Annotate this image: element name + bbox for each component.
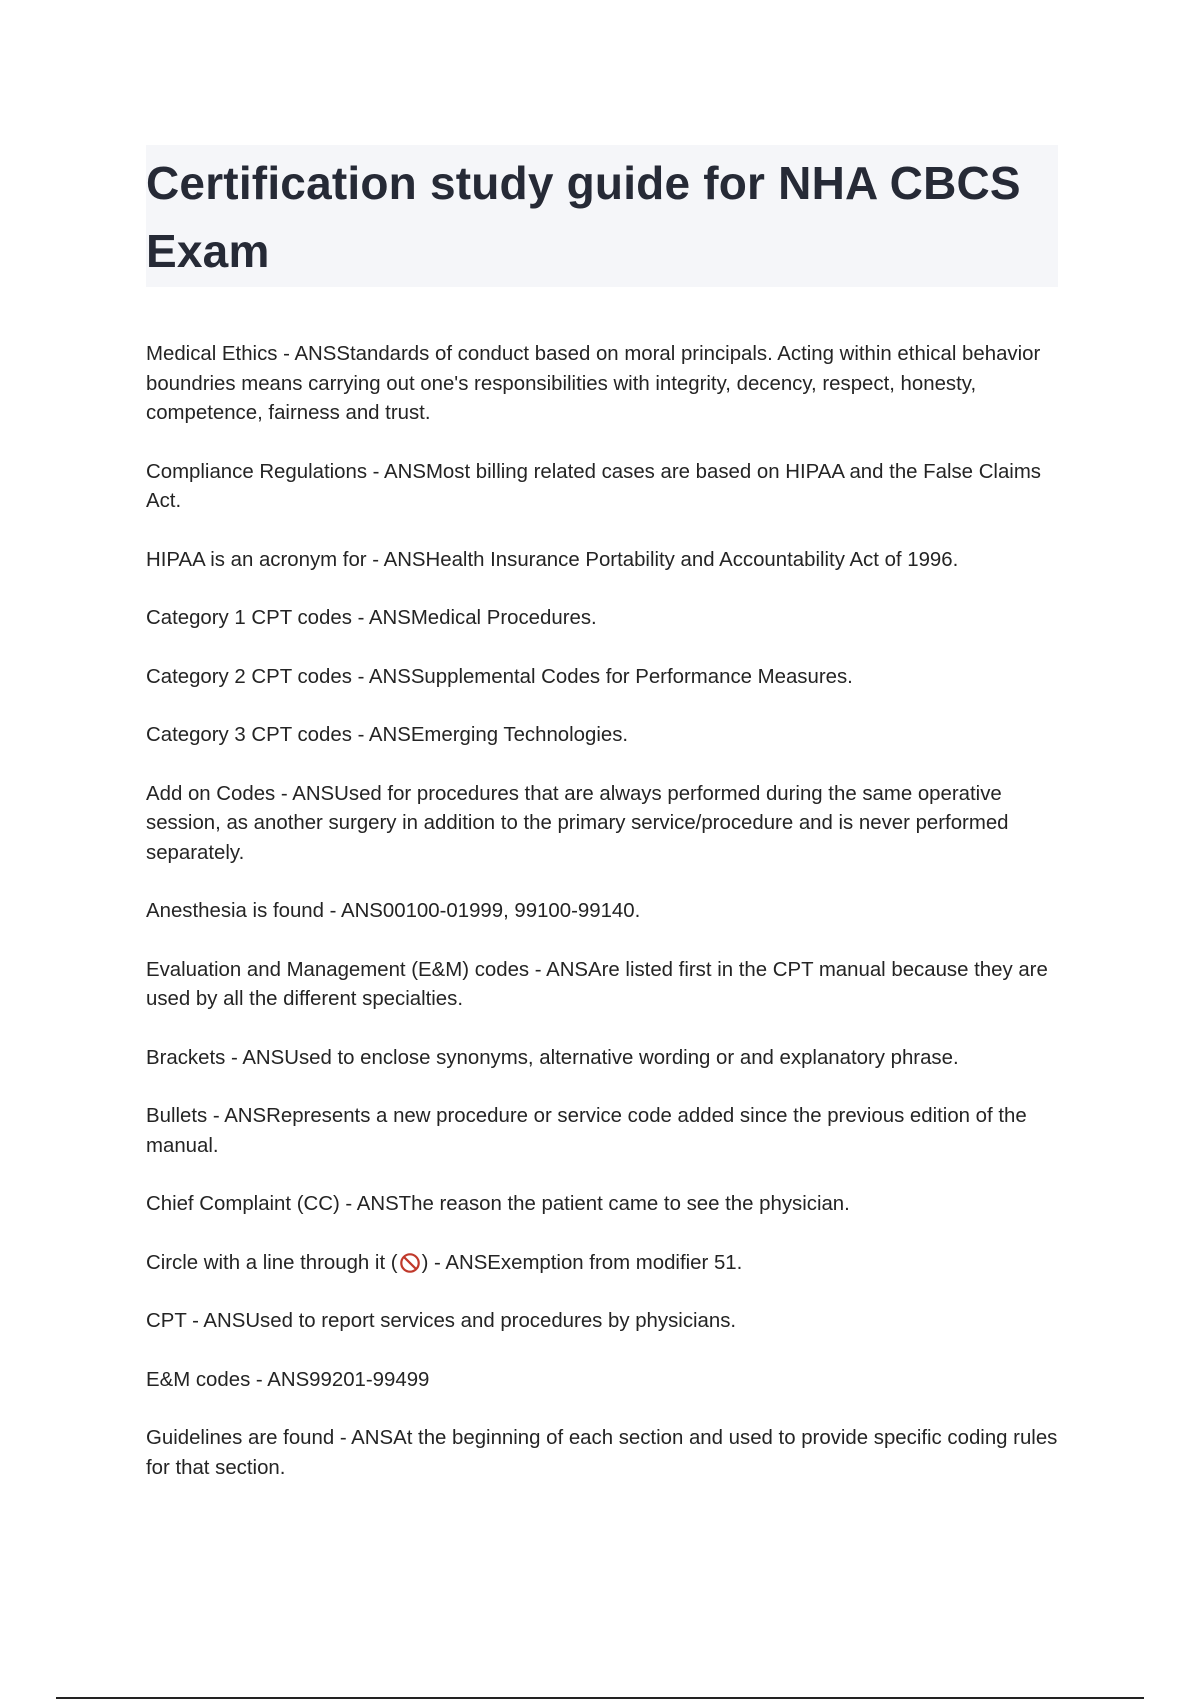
qa-entry-brackets: Brackets - ANSUsed to enclose synonyms, alternative wording or and explanatory phrase. xyxy=(146,1046,959,1069)
qa-entry-em-code-range: E&M codes - ANS99201-99499 xyxy=(146,1368,430,1391)
qa-entry-medical-ethics: Medical Ethics - ANSStandards of conduct based on moral principals. Acting within ethical behavior boundries means carrying out one's responsibilities with integrity, decency, respect, honesty, competence, fairness and trust. xyxy=(146,343,1041,424)
qa-entry-hipaa-acronym: HIPAA is an acronym for - ANSHealth Insurance Portability and Accountability Act of 1996. xyxy=(146,548,959,571)
circle-entry-suffix: ) - ANSExemption from modifier 51. xyxy=(421,1251,743,1274)
qa-entry-circle-with-line xyxy=(146,1249,1064,1279)
page-title: Certification study guide for NHA CBCS Exam xyxy=(146,157,1021,277)
qa-entry-anesthesia: Anesthesia is found - ANS00100-01999, 99100-99140. xyxy=(146,900,641,922)
qa-entry-chief-complaint: Chief Complaint (CC) - ANSThe reason the patient came to see the physician. xyxy=(146,1193,850,1215)
qa-entry-bullets: Bullets - ANSRepresents a new procedure or service code added since the previous edition of the manual. xyxy=(146,1105,1027,1157)
qa-entry-cpt: CPT - ANSUsed to report services and procedures by physicians. xyxy=(146,1310,737,1332)
prohibited-icon xyxy=(399,1252,421,1274)
qa-entry-guidelines: Guidelines are found - ANSAt the beginning of each section and used to provide specific coding rules for that section. xyxy=(146,1427,1058,1479)
qa-entry-category-1-cpt: Category 1 CPT codes - ANSMedical Procedures. xyxy=(146,607,597,629)
qa-entry-compliance-regulations: Compliance Regulations - ANSMost billing related cases are based on HIPAA and the False Claims Act. xyxy=(146,460,1041,512)
qa-entry-category-3-cpt: Category 3 CPT codes - ANSEmerging Technologies. xyxy=(146,724,629,746)
qa-entry-em-codes-listed-first: Evaluation and Management (E&M) codes - ANSAre listed first in the CPT manual because they are used by all the different specialties. xyxy=(146,958,1048,1010)
footer-divider xyxy=(56,1697,1144,1699)
qa-entry-add-on-codes: Add on Codes - ANSUsed for procedures that are always performed during the same operative session, as another surgery in addition to the primary service/procedure and is never performed separately. xyxy=(146,782,1009,864)
circle-entry-prefix: Circle with a line through it ( xyxy=(146,1251,398,1274)
title-block xyxy=(146,145,1058,287)
qa-list xyxy=(146,340,1064,1512)
qa-entry-category-2-cpt: Category 2 CPT codes - ANSSupplemental Codes for Performance Measures. xyxy=(146,665,853,688)
